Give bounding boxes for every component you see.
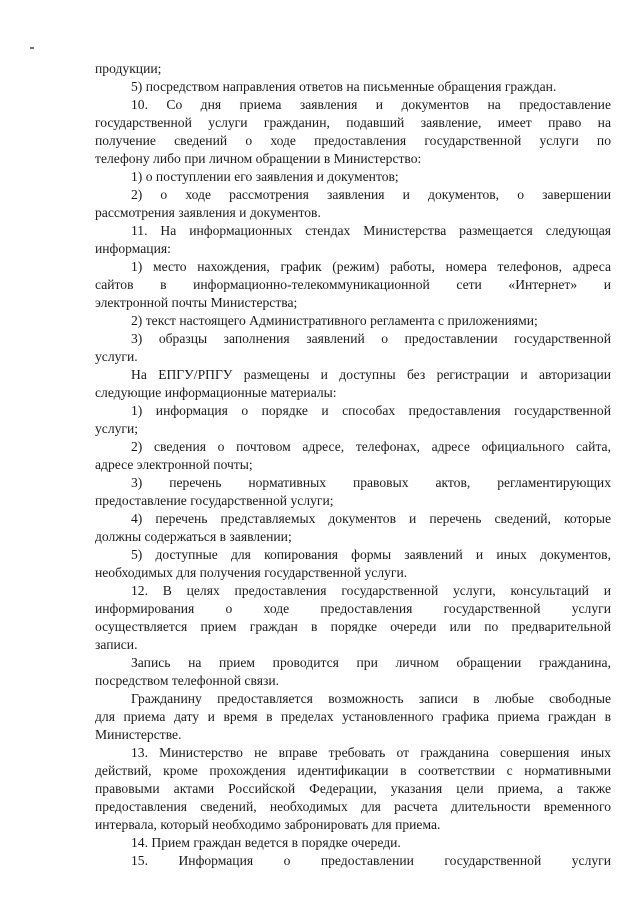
text-line: 3) образцы заполнения заявлений о предоставлении государственной [131,331,611,346]
text-line: 11. На информационных стендах Министерства размещается следующая [131,223,611,238]
text-line: 2) сведения о почтовом адресе, телефонах, адресе официального сайта, [131,439,611,454]
text-line: осуществляется прием граждан в порядке очереди или по предварительной [95,619,611,634]
scan-mark [30,47,34,49]
text-line: 15. Информация о предоставлении государственной услуги [131,853,611,868]
text-line: записи. [95,637,138,652]
text-line: 2) о ходе рассмотрения заявления и документов, о завершении [131,187,611,202]
text-line: следующие информационные материалы: [95,385,337,400]
text-line: предоставления сведений, необходимых для расчета длительности временного [95,799,611,814]
text-line: информирования о ходе предоставления государственной услуги [95,601,611,616]
text-line: продукции; [95,61,162,76]
text-line: интервала, который необходимо забронировать для приема. [95,817,441,832]
text-line: телефону либо при личном обращении в Министерство: [95,151,422,166]
text-line: 4) перечень представляемых документов и перечень сведений, которые [131,511,611,526]
text-line: предоставление государственной услуги; [95,493,334,508]
text-line: Запись на прием проводится при личном обращении гражданина, [131,655,611,670]
text-line: 1) место нахождения, график (режим) работы, номера телефонов, адреса [131,259,611,274]
text-line: адресе электронной почты; [95,457,253,472]
text-line: рассмотрения заявления и документов. [95,205,321,220]
text-line: должны содержаться в заявлении; [95,529,292,544]
document-body [95,60,611,870]
text-line: информация: [95,241,171,256]
text-line: получение сведений о ходе предоставления государственной услуги по [95,133,611,148]
text-line: 12. В целях предоставления государственной услуги, консультаций и [131,583,611,598]
text-line: 3) перечень нормативных правовых актов, регламентирующих [131,475,611,490]
text-line: сайтов в информационно-телекоммуникационной сети «Интернет» и [95,277,611,292]
text-line: для приема дату и время в пределах установленного графика приема граждан в [95,709,611,724]
text-line: услуги; [95,421,139,436]
text-line: 2) текст настоящего Административного регламента с приложениями; [131,313,538,328]
text-line: государственной услуги гражданин, подавший заявление, имеет право на [95,115,611,130]
text-line: 14. Прием граждан ведется в порядке очереди. [131,835,401,850]
text-line: Министерстве. [95,727,182,742]
text-line: Гражданину предоставляется возможность записи в любые свободные [131,691,611,706]
text-line: действий, кроме прохождения идентификации в соответствии с нормативными [95,763,611,778]
text-line: На ЕПГУ/РПГУ размещены и доступны без регистрации и авторизации [131,367,611,382]
text-line: 10. Со дня приема заявления и документов на предоставление [131,97,611,112]
text-line: 1) о поступлении его заявления и документов; [131,169,399,184]
text-line: 5) посредством направления ответов на письменные обращения граждан. [131,79,557,94]
text-line: электронной почты Министерства; [95,295,298,310]
text-line: необходимых для получения государственной услуги. [95,565,408,580]
text-line: услуги. [95,349,138,364]
text-line: 13. Министерство не вправе требовать от гражданина совершения иных [131,745,611,760]
text-line: правовыми актами Российской Федерации, указания цели приема, а также [95,781,611,796]
text-line: посредством телефонной связи. [95,673,280,688]
text-line: 1) информация о порядке и способах предоставления государственной [131,403,611,418]
text-line: 5) доступные для копирования формы заявлений и иных документов, [131,547,611,562]
